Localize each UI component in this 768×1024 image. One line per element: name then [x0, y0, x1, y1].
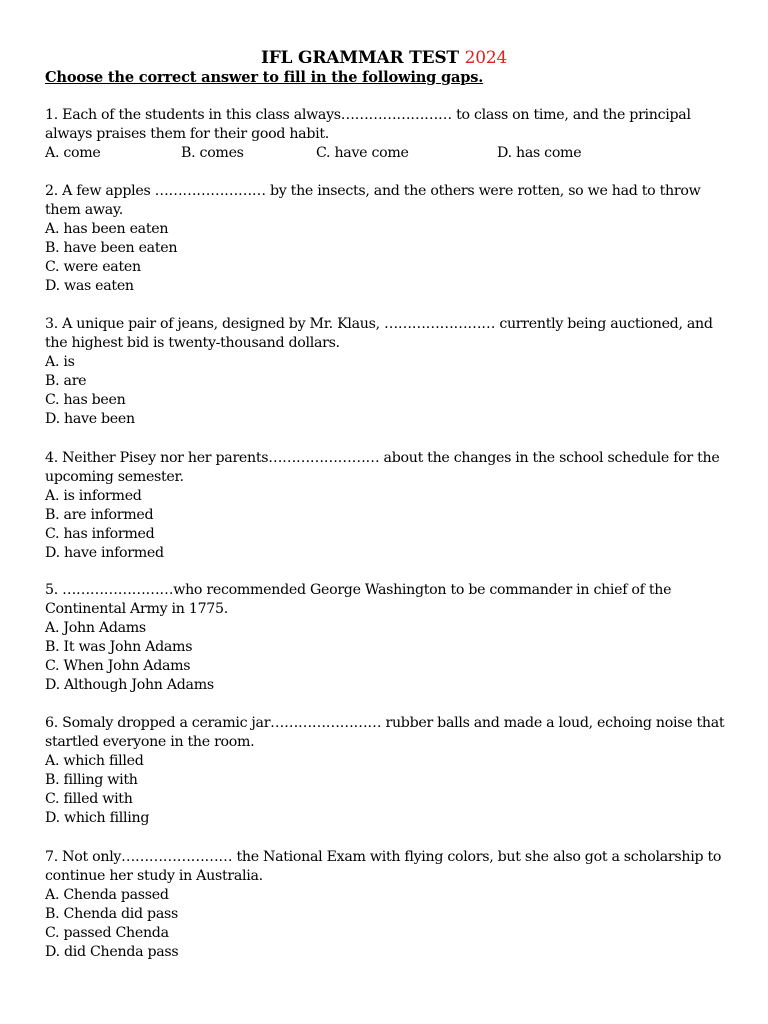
question-text: 4. Neither Pisey nor her parents…………………… about the changes in the school schedule for the upcoming semester.	[45, 450, 720, 485]
question-5	[45, 581, 725, 695]
option-d: D. has come	[497, 145, 582, 161]
option-a: A. is	[45, 354, 75, 370]
question-4	[45, 449, 725, 563]
title-text: IFL GRAMMAR TEST	[260, 48, 459, 68]
option-d: D. which filling	[45, 810, 150, 826]
option-a: A. which filled	[45, 753, 144, 769]
question-text: 1. Each of the students in this class always…………………… to class on time, and the principal always praises them for their good habit.	[45, 107, 691, 142]
question-3	[45, 315, 725, 429]
question-text: 3. A unique pair of jeans, designed by Mr. Klaus, …………………… currently being auctioned, and the highest bid is twenty-thousand dollars.	[45, 316, 713, 351]
options-row	[45, 144, 725, 163]
page-title	[0, 47, 768, 69]
option-a: A. come	[45, 145, 101, 161]
question-2	[45, 182, 725, 296]
option-a: A. has been eaten	[45, 221, 169, 237]
question-1	[45, 106, 725, 163]
option-d: D. have informed	[45, 545, 164, 561]
option-c: C. filled with	[45, 791, 133, 807]
option-d: D. did Chenda pass	[45, 944, 179, 960]
question-6	[45, 714, 725, 828]
option-b: B. Chenda did pass	[45, 906, 178, 922]
option-c: C. passed Chenda	[45, 925, 169, 941]
question-text: 5. ……………………who recommended George Washington to be commander in chief of the Continental Army in 1775.	[45, 582, 672, 617]
option-c: C. have come	[316, 145, 409, 161]
question-text: 7. Not only…………………… the National Exam with flying colors, but she also got a scholarship to continue her study in Australia.	[45, 849, 722, 884]
option-d: D. have been	[45, 411, 135, 427]
option-d: D. Although John Adams	[45, 677, 214, 693]
option-b: B. It was John Adams	[45, 639, 193, 655]
option-b: B. filling with	[45, 772, 138, 788]
option-c: C. When John Adams	[45, 658, 191, 674]
option-b: B. comes	[181, 145, 244, 161]
option-c: C. has been	[45, 392, 126, 408]
option-d: D. was eaten	[45, 278, 134, 294]
question-text: 2. A few apples …………………… by the insects, and the others were rotten, so we had to throw them away.	[45, 183, 701, 218]
instructions: Choose the correct answer to fill in the following gaps.	[45, 69, 484, 86]
option-c: C. has informed	[45, 526, 155, 542]
option-a: A. is informed	[45, 488, 142, 504]
option-a: A. Chenda passed	[45, 887, 169, 903]
question-text: 6. Somaly dropped a ceramic jar…………………… rubber balls and made a loud, echoing noise that startled everyone in the room.	[45, 715, 725, 750]
option-b: B. are	[45, 373, 87, 389]
option-a: A. John Adams	[45, 620, 146, 636]
option-c: C. were eaten	[45, 259, 141, 275]
question-7	[45, 848, 725, 962]
option-b: B. are informed	[45, 507, 154, 523]
option-b: B. have been eaten	[45, 240, 178, 256]
title-year: 2024	[464, 48, 508, 68]
